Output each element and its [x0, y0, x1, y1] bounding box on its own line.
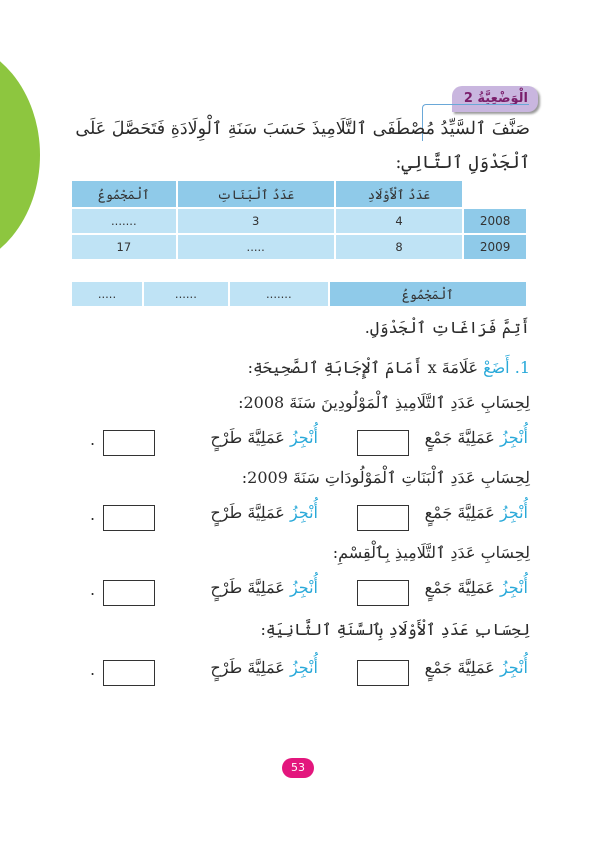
- option-add-label: [425, 503, 528, 522]
- option-add-label: [425, 578, 528, 597]
- question-2-options: [70, 503, 528, 533]
- header-total: ٱلْمَجْمُوعُ: [72, 181, 176, 207]
- question-3-options: [70, 578, 528, 608]
- totals-boys[interactable]: .......: [230, 282, 328, 306]
- mark-instruction: [248, 358, 530, 377]
- births-table: [70, 179, 528, 261]
- option-verb: أُنْجِزُ: [499, 428, 528, 447]
- checkbox-sub[interactable]: [103, 505, 155, 531]
- instruction-verb: أَضَعْ: [483, 358, 510, 377]
- option-sub-label: [210, 578, 318, 597]
- option-verb: أُنْجِزُ: [289, 428, 318, 447]
- option-verb: أُنْجِزُ: [289, 578, 318, 597]
- question-2-prompt: لِحِسَابِ عَدَدِ ٱلْبَنَاتِ ٱلْمَوْلُودَاتِ سَنَةَ 2009:: [241, 468, 530, 487]
- option-sub-label: [210, 503, 318, 522]
- cell-2008-total[interactable]: .......: [72, 209, 176, 233]
- option-add-text: عَمَلِيَّةَ جَمْعٍ: [424, 503, 500, 522]
- option-verb: أُنْجِزُ: [289, 658, 318, 677]
- option-add-text: عَمَلِيَّةَ جَمْعٍ: [424, 578, 500, 597]
- row-year-2009: 2009: [464, 235, 526, 259]
- checkbox-sub[interactable]: [103, 660, 155, 686]
- cell-2009-girls[interactable]: .....: [178, 235, 334, 259]
- instruction-number: 1.: [514, 358, 530, 377]
- option-sub-text: عَمَلِيَّةَ طَرْحٍ: [210, 578, 290, 597]
- option-add-label: [425, 428, 528, 447]
- problem-line-2: ٱلْجَدْوَلِ ٱلتَّالِي:: [395, 153, 530, 173]
- totals-table: [70, 280, 528, 308]
- instruction-text: عَلَامَةَ x أَمَامَ ٱلْإِجَابَةِ ٱلصَّحِيحَةِ:: [247, 358, 484, 377]
- row-year-2008: 2008: [464, 209, 526, 233]
- question-1-prompt: لِحِسَابِ عَدَدِ ٱلتَّلَامِيذِ ٱلْمَوْلُودِينَ سَنَةَ 2008:: [238, 393, 530, 412]
- page-number: 53: [282, 758, 314, 778]
- cell-2008-girls: 3: [178, 209, 334, 233]
- checkbox-add[interactable]: [357, 580, 409, 606]
- option-add-label: [425, 658, 528, 677]
- option-sub-text: عَمَلِيَّةَ طَرْحٍ: [210, 658, 290, 677]
- question-4-options: [70, 658, 528, 688]
- totals-girls[interactable]: ......: [144, 282, 228, 306]
- totals-label: ٱلْمَجْمُوعُ: [330, 282, 526, 306]
- end-dot: .: [90, 430, 96, 449]
- checkbox-sub[interactable]: [103, 430, 155, 456]
- option-verb: أُنْجِزُ: [499, 503, 528, 522]
- checkbox-add[interactable]: [357, 430, 409, 456]
- end-dot: .: [90, 505, 96, 524]
- question-1-options: [70, 428, 528, 458]
- totals-grand[interactable]: .....: [72, 282, 142, 306]
- cell-2008-boys: 4: [336, 209, 462, 233]
- option-sub-label: [210, 658, 318, 677]
- option-add-text: عَمَلِيَّةَ جَمْعٍ: [424, 658, 500, 677]
- header-boys: عَدَدُ ٱلْأَوْلَادِ: [336, 181, 462, 207]
- end-dot: .: [90, 660, 96, 679]
- option-verb: أُنْجِزُ: [499, 658, 528, 677]
- problem-statement: [60, 112, 530, 180]
- header-girls: عَدَدُ ٱلْبَنَاتِ: [178, 181, 334, 207]
- question-3-prompt: لِحِسَابِ عَدَدِ ٱلتَّلَامِيذِ بِٱلْقِسْمِ:: [332, 543, 530, 562]
- question-4-prompt: لِحِسَابِ عَدَدِ ٱلْأَوْلَادِ بِٱلسَّنَةِ ٱلثَّانِيَةِ:: [260, 620, 530, 639]
- checkbox-add[interactable]: [357, 660, 409, 686]
- option-verb: أُنْجِزُ: [289, 503, 318, 522]
- checkbox-sub[interactable]: [103, 580, 155, 606]
- cell-2009-total: 17: [72, 235, 176, 259]
- option-sub-text: عَمَلِيَّةَ طَرْحٍ: [210, 428, 290, 447]
- checkbox-add[interactable]: [357, 505, 409, 531]
- cell-2009-boys: 8: [336, 235, 462, 259]
- problem-line-1: صَنَّفَ ٱلسَّيِّدُ مُصْطَفَى ٱلتَّلَامِيذَ حَسَبَ سَنَةِ ٱلْوِلَادَةِ فَتَحَصَّلَ عَلَى: [75, 119, 530, 139]
- end-dot: .: [90, 580, 96, 599]
- option-sub-label: [210, 428, 318, 447]
- situation-badge: الْوَضْعِيَّةُ 2: [452, 86, 538, 112]
- fill-instruction: أَتِمَّ فَرَاغَاتِ ٱلْجَدْوَلِ.: [364, 318, 530, 337]
- header-corner: [464, 181, 526, 207]
- option-add-text: عَمَلِيَّةَ جَمْعٍ: [424, 428, 500, 447]
- option-verb: أُنْجِزُ: [499, 578, 528, 597]
- option-sub-text: عَمَلِيَّةَ طَرْحٍ: [210, 503, 290, 522]
- chapter-color-tab: [0, 40, 40, 270]
